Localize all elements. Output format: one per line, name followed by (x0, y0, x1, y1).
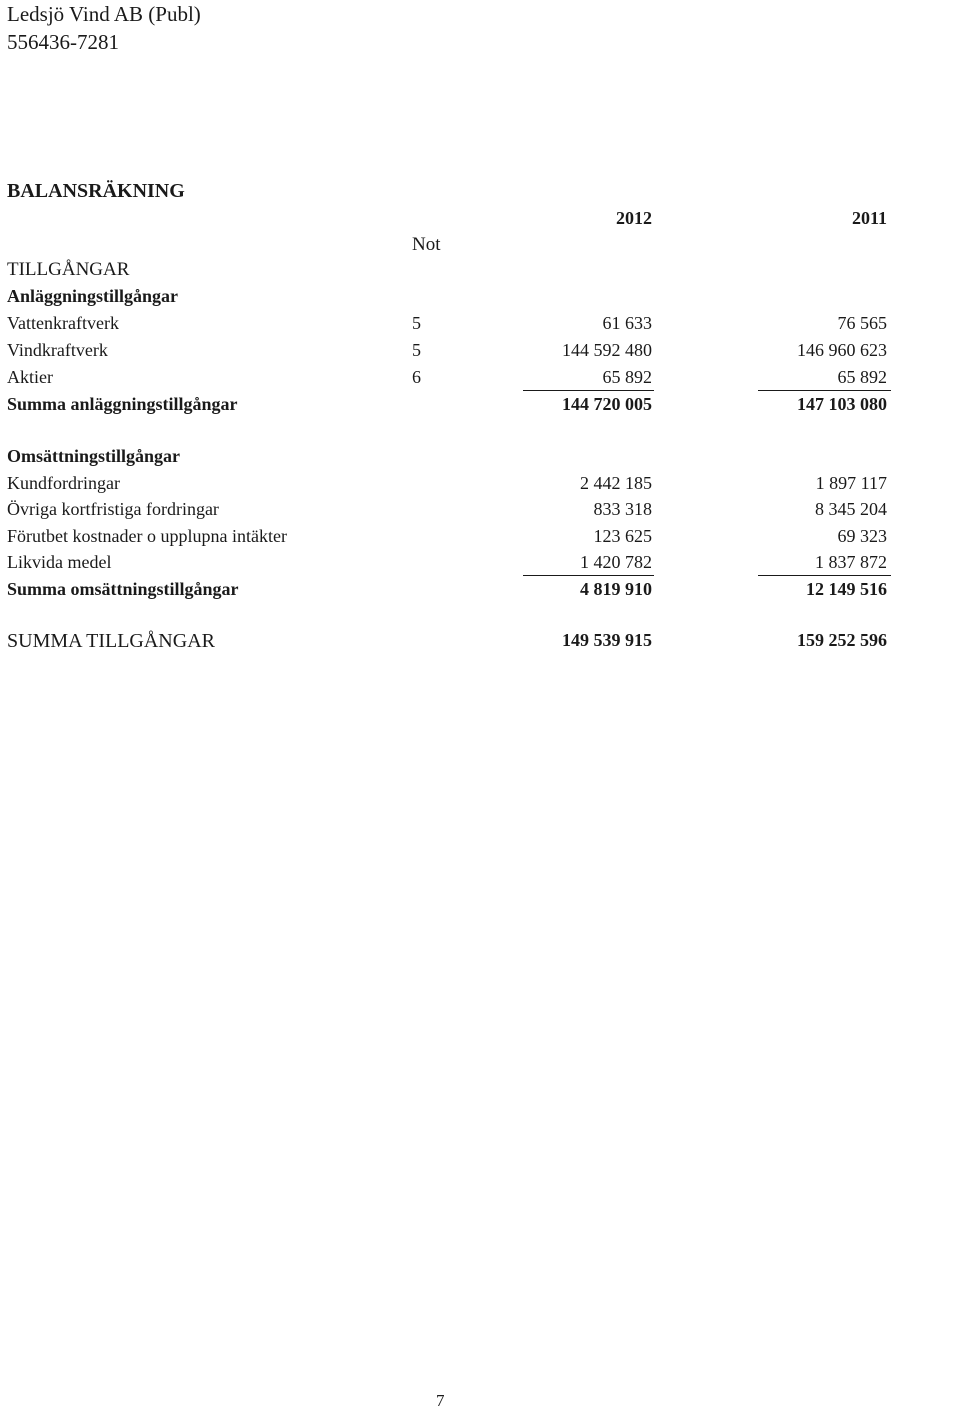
value-2011: 1 837 872 (815, 552, 887, 572)
row-label: Vindkraftverk (7, 340, 108, 360)
table-row (0, 473, 960, 499)
value-2011: 69 323 (837, 526, 887, 546)
grand-total-2011: 159 252 596 (797, 630, 887, 650)
row-label: Vattenkraftverk (7, 313, 119, 333)
page-title: BALANSRÄKNING (7, 180, 185, 202)
value-2012: 144 592 480 (562, 340, 652, 360)
fixed-assets-heading: Anläggningstillgångar (7, 286, 179, 306)
value-2011: 65 892 (837, 367, 887, 387)
subtotal-row (0, 579, 960, 605)
value-2012: 123 625 (593, 526, 652, 546)
value-2011: 8 345 204 (815, 499, 887, 519)
subtotal-2012: 4 819 910 (580, 579, 652, 599)
subtotal-rule-2012 (523, 390, 654, 391)
value-2012: 833 318 (593, 499, 652, 519)
note-column-header: Not (412, 234, 441, 255)
row-note: 5 (412, 340, 421, 360)
value-2011: 146 960 623 (797, 340, 887, 360)
section-title: TILLGÅNGAR (7, 259, 130, 280)
subtotal-rule-2011 (758, 390, 891, 391)
subtotal-2011: 147 103 080 (797, 394, 887, 414)
table-row (0, 499, 960, 525)
subtotal-rule-2012 (523, 575, 654, 576)
grand-total-2012: 149 539 915 (562, 630, 652, 650)
row-label: Kundfordringar (7, 473, 120, 493)
table-row (0, 526, 960, 552)
grand-total-row (0, 630, 960, 656)
subtotal-label: Summa anläggningstillgångar (7, 394, 238, 414)
current-assets-heading: Omsättningstillgångar (7, 446, 181, 466)
subtotal-2011: 12 149 516 (806, 579, 887, 599)
table-row (0, 340, 960, 366)
year-2012-header: 2012 (616, 208, 652, 228)
year-2011-header: 2011 (851, 208, 887, 228)
value-2011: 1 897 117 (815, 473, 887, 493)
page-number: 7 (436, 1391, 445, 1410)
value-2011: 76 565 (837, 313, 887, 333)
row-note: 6 (412, 367, 421, 387)
row-label: Aktier (7, 367, 53, 387)
subtotal-rule-2011 (758, 575, 891, 576)
value-2012: 2 442 185 (580, 473, 652, 493)
row-label: Förutbet kostnader o upplupna intäkter (7, 526, 287, 546)
row-label: Övriga kortfristiga fordringar (7, 499, 219, 519)
subtotal-row (0, 394, 960, 420)
value-2012: 65 892 (602, 367, 652, 387)
row-label: Likvida medel (7, 552, 112, 572)
company-name: Ledsjö Vind AB (Publ) (7, 2, 201, 26)
grand-total-label: SUMMA TILLGÅNGAR (7, 630, 215, 652)
table-row (0, 313, 960, 339)
row-note: 5 (412, 313, 421, 333)
value-2012: 61 633 (602, 313, 652, 333)
subtotal-2012: 144 720 005 (562, 394, 652, 414)
org-number: 556436-7281 (7, 30, 119, 54)
subtotal-label: Summa omsättningstillgångar (7, 579, 239, 599)
value-2012: 1 420 782 (580, 552, 652, 572)
